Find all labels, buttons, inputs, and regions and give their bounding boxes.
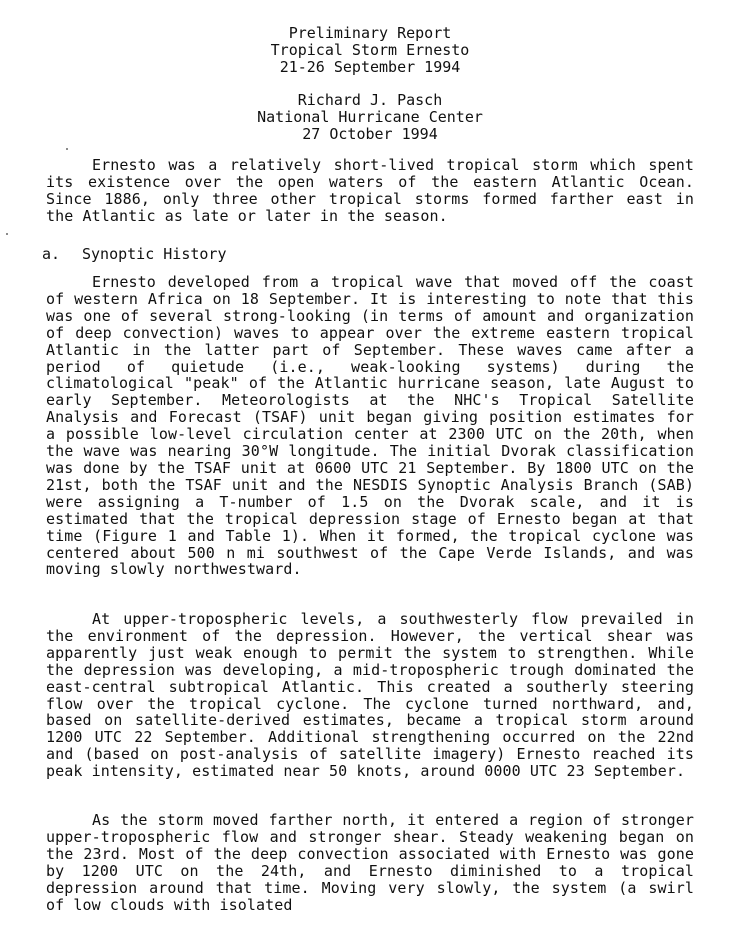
paragraph-text: As the storm moved farther north, it entered a region of stronger upper-tropospheric flow and stronger shear. Steady weakening began on the 23rd. Most of the deep convection associated with Ernesto was gone by 1200 UTC on the 24th, and Ernesto diminished to a tropical depression around that time. Moving very slowly, the system (a swirl of low clouds with isolated — [46, 811, 694, 914]
body-paragraph — [46, 611, 694, 780]
report-date: 27 October 1994 — [302, 124, 438, 143]
storm-name: Tropical Storm Ernesto — [270, 40, 470, 59]
body-paragraph — [46, 274, 694, 578]
report-header — [0, 25, 740, 75]
organization: National Hurricane Center — [257, 107, 483, 126]
paragraph-text: At upper-tropospheric levels, a southwesterly flow prevailed in the environment of the depression. However, the vertical shear was apparently just weak enough to permit the system to strengthen. While the depression was developing, a mid-tropospheric trough dominated the east-central subtropical Atlantic. This created a southerly steering flow over the tropical cyclone. The cyclone turned northward, and, based on satellite-derived estimates, became a tropical storm around 1200 UTC 22 September. Additional strengthening occurred on the 22nd and (based on post-analysis of satellite imagery) Ernesto reached its peak intensity, estimated near 50 knots, around 0000 UTC 23 September. — [46, 610, 694, 781]
paragraph-text: Ernesto developed from a tropical wave that moved off the coast of western Africa on 18 September. It is interesting to note that this was one of several strong-looking (in terms of amount and organization of deep convection) waves to appear over the extreme eastern tropical Atlantic in the latter part of September. These waves came after a period of quietude (i.e., weak-looking systems) during the climatological "peak" of the Atlantic hurricane season, late August to early September. Meteorologists at the NHC's Tropical Satellite Analysis and Forecast (TSAF) unit began giving position estimates for a possible low-level circulation center at 2300 UTC on the 20th, when the wave was nearing 30°W longitude. The initial Dvorak classification was done by the TSAF unit at 0600 UTC 21 September. By 1800 UTC on the 21st, both the TSAF unit and the NESDIS Synoptic Analysis Branch (SAB) were assigning a T-number of 1.5 on the Dvorak scale, and it is estimated that the tropical depression stage of Ernesto began at that time (Figure 1 and Table 1). When it formed, the tropical cyclone was centered about 500 n mi southwest of the Cape Verde Islands, and was moving slowly northwestward. — [46, 273, 694, 579]
scan-speck — [6, 233, 8, 235]
author-block — [0, 92, 740, 142]
storm-dates: 21-26 September 1994 — [279, 57, 461, 76]
section-letter: a. — [42, 245, 61, 263]
intro-paragraph — [46, 157, 694, 225]
section-title: Synoptic History — [82, 245, 227, 263]
scan-speck — [66, 148, 68, 150]
section-heading — [42, 246, 227, 263]
intro-text: Ernesto was a relatively short-lived tropical storm which spent its existence over the open waters of the eastern Atlantic Ocean. Since 1886, only three other tropical storms formed farther east in the Atlantic as late or later in the season. — [46, 156, 694, 225]
author-name: Richard J. Pasch — [297, 91, 443, 109]
report-type: Preliminary Report — [288, 24, 452, 42]
body-paragraph — [46, 812, 694, 913]
